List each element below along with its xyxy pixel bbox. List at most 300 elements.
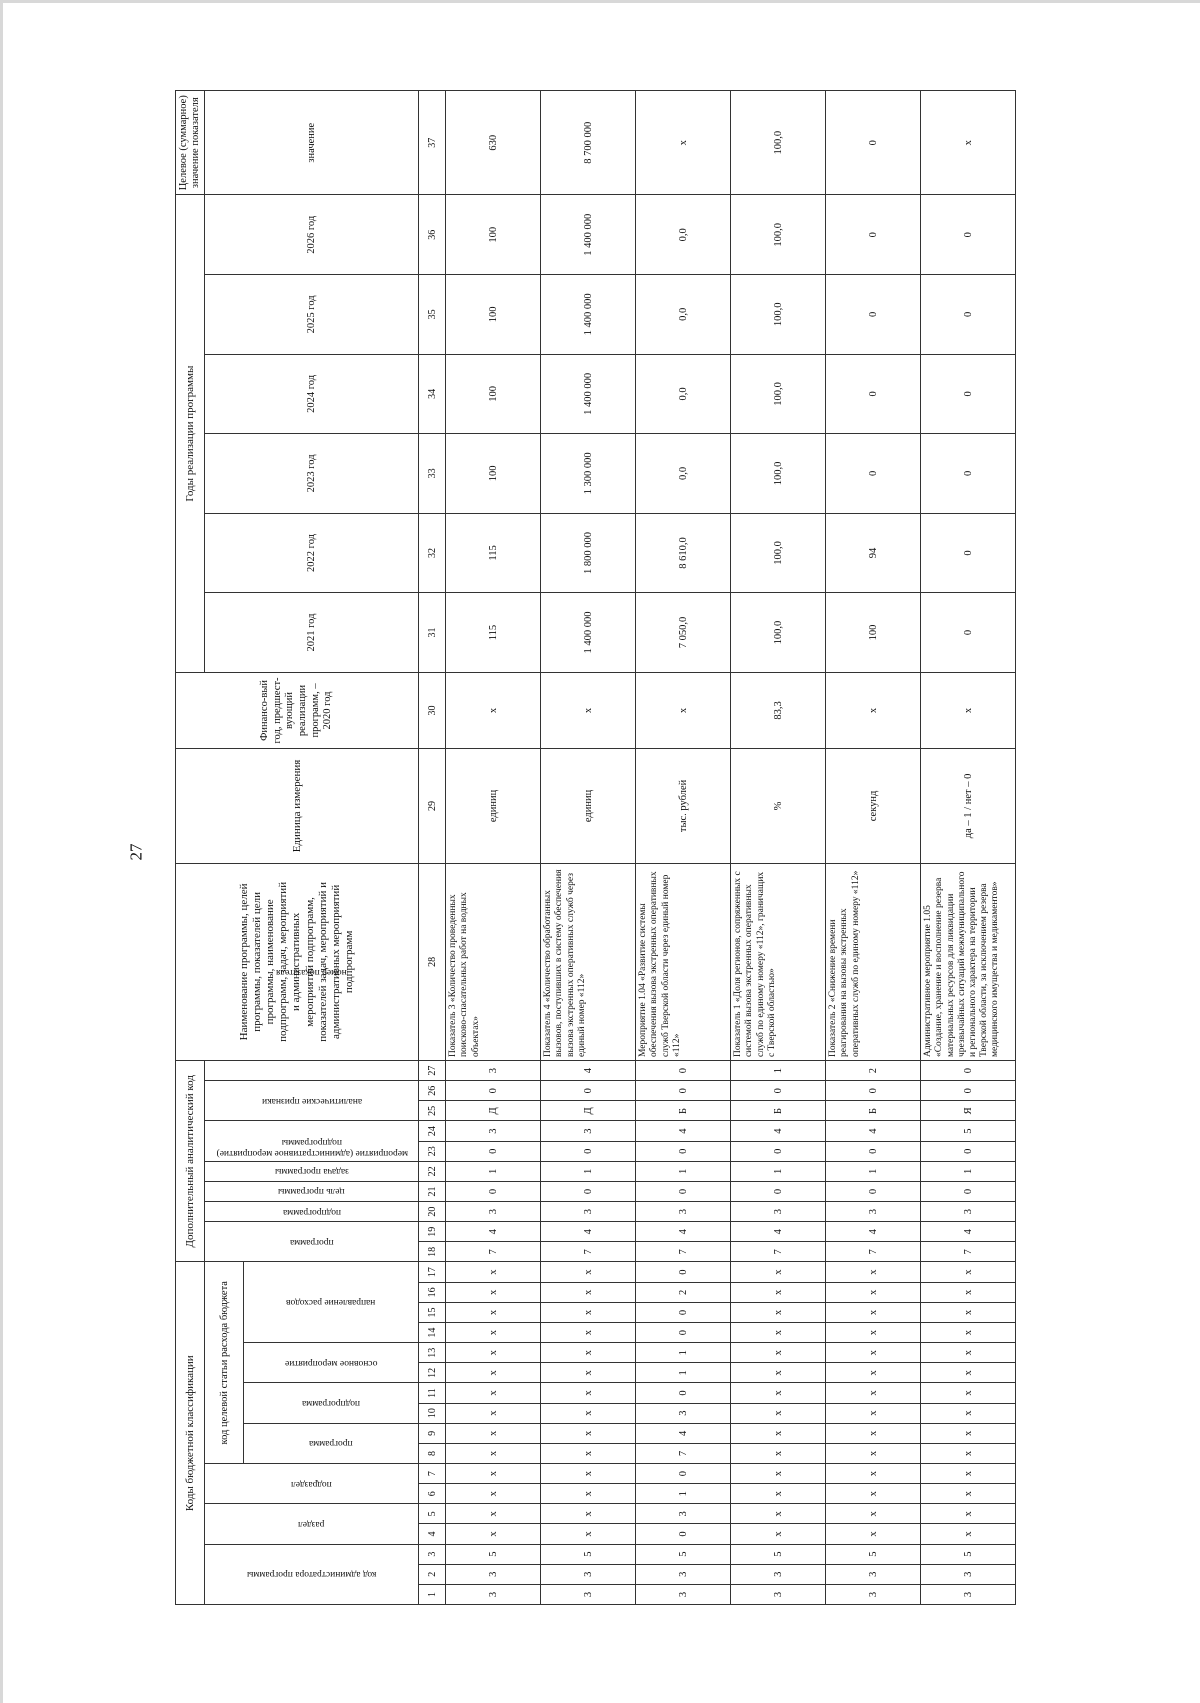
a-program-header [205,1222,419,1262]
code-cell: x [731,1504,826,1524]
table-row [826,91,921,1605]
a-subprogram-header [205,1202,419,1222]
code-cell: x [826,1302,921,1322]
code-cell: 0 [636,1081,731,1101]
code-cell: x [541,1282,636,1302]
code-cell: x [541,1464,636,1484]
year-value-cell: 100 [446,434,541,514]
code-cell: 4 [826,1121,921,1141]
name-header: Наименование программы, целей программы, показателей цели программы, наименование подпрограмм, задач, мероприятий и административных мероприятий подпрограмм, показателей задач, мероприятий и административных мероприятий подпрограмм [176,863,419,1060]
code-cell: x [541,1403,636,1423]
year-value-cell: 0,0 [636,354,731,434]
code-cell: x [826,1323,921,1343]
column-index-cell: 24 [419,1121,446,1141]
year-value-cell: 0,0 [636,275,731,355]
prev-year-header: Финансо-вый год, предшест-вующий реализации программ, – 2020 год [176,672,419,748]
code-cell: 7 [541,1242,636,1262]
column-index-cell: 16 [419,1282,446,1302]
year-value-cell: 100,0 [731,354,826,434]
year-value-cell: 100 [446,275,541,355]
code-cell: 5 [446,1544,541,1564]
table-row [921,91,1016,1605]
code-cell: 1 [636,1343,731,1363]
code-cell: x [446,1363,541,1383]
code-cell: x [446,1282,541,1302]
year-2021-header: 2021 год [205,593,419,673]
code-cell: x [826,1423,921,1443]
code-cell: x [446,1443,541,1463]
code-cell: x [921,1403,1016,1423]
column-index-cell: 14 [419,1323,446,1343]
column-index-cell: 32 [419,513,446,593]
code-cell: 1 [636,1363,731,1383]
code-cell: 3 [636,1403,731,1423]
column-index-cell: 25 [419,1101,446,1121]
unit-cell: % [731,749,826,864]
column-index-cell: 11 [419,1383,446,1403]
code-cell: 3 [636,1584,731,1604]
subsection-header [205,1464,419,1504]
column-index-cell: 33 [419,434,446,514]
a-indicator-label: номер показателя [276,966,347,977]
code-cell: Д [541,1101,636,1121]
code-cell: x [921,1302,1016,1322]
code-cell: x [826,1464,921,1484]
code-cell: x [541,1323,636,1343]
year-2022-header: 2022 год [205,513,419,593]
year-2023-header: 2023 год [205,434,419,514]
code-cell: x [826,1504,921,1524]
code-cell: 5 [731,1544,826,1564]
year-value-cell: 0 [921,195,1016,275]
target-value-header: значение [205,91,419,195]
code-cell: 3 [541,1202,636,1222]
code-cell: 3 [446,1121,541,1141]
code-cell: 3 [826,1584,921,1604]
year-value-cell: 115 [446,593,541,673]
code-cell: 0 [826,1081,921,1101]
code-cell: 3 [921,1564,1016,1584]
code-cell: Б [731,1101,826,1121]
code-cell: 3 [731,1564,826,1584]
code-cell: Б [636,1101,731,1121]
a-sign-header [205,1081,419,1121]
code-cell: 1 [731,1161,826,1181]
target-value-cell: x [921,91,1016,195]
prev-year-cell: x [446,672,541,748]
year-value-cell: 0,0 [636,434,731,514]
code-cell: Б [826,1101,921,1121]
code-cell: 0 [731,1141,826,1161]
year-value-cell: 1 400 000 [541,195,636,275]
code-cell: x [541,1262,636,1282]
indicator-name-cell: Показатель 2 «Снижение времени реагирования на вызовы экстренных оперативных служб по единому номеру «112» [826,863,921,1060]
indicator-name-cell: Показатель 4 «Количество обработанных вызовов, поступивших в систему обеспечения вызова экстренных оперативных служб через единый номер «112» [541,863,636,1060]
code-cell: x [731,1443,826,1463]
code-cell: x [731,1484,826,1504]
code-cell: 2 [826,1061,921,1081]
year-value-cell: 0 [826,354,921,434]
code-cell: 3 [731,1584,826,1604]
code-cell: 0 [921,1081,1016,1101]
admin-code-header [205,1544,419,1604]
code-cell: 0 [636,1302,731,1322]
column-index-cell: 1 [419,1584,446,1604]
a-sign-label: аналитические признаки [261,1095,362,1106]
code-cell: 1 [636,1161,731,1181]
year-value-cell: 8 610,0 [636,513,731,593]
column-index-cell: 10 [419,1403,446,1423]
a-indicator-header [205,863,419,1080]
target-group-header: Целевое (суммарное) значение показателя [176,91,205,195]
code-cell: 0 [541,1181,636,1201]
year-value-cell: 1 400 000 [541,354,636,434]
code-cell: 1 [636,1484,731,1504]
year-value-cell: 100,0 [731,195,826,275]
target-value-cell: 630 [446,91,541,195]
code-cell: x [921,1343,1016,1363]
column-index-cell: 7 [419,1464,446,1484]
code-cell: 1 [541,1161,636,1181]
year-value-cell: 100 [446,354,541,434]
column-index-cell: 3 [419,1544,446,1564]
code-cell: 0 [446,1141,541,1161]
code-cell: x [826,1262,921,1282]
subsection-label: подраздел [291,1478,332,1489]
column-index-cell: 22 [419,1161,446,1181]
code-cell: 4 [636,1121,731,1141]
code-cell: Я [921,1101,1016,1121]
main-event-label: основное мероприятие [284,1357,378,1368]
code-cell: x [826,1383,921,1403]
prev-year-cell: x [636,672,731,748]
code-cell: 0 [541,1081,636,1101]
unit-cell: да – 1 / нет – 0 [921,749,1016,864]
code-cell: x [541,1484,636,1504]
code-cell: 3 [446,1202,541,1222]
code-cell: 5 [921,1544,1016,1564]
code-cell: x [731,1464,826,1484]
kbk-header: Коды бюджетной классификации [176,1262,205,1605]
column-index-cell: 9 [419,1423,446,1443]
subprogram-header [244,1383,419,1423]
column-index-cell: 5 [419,1504,446,1524]
code-cell: 0 [636,1141,731,1161]
code-cell: x [826,1282,921,1302]
code-cell: 3 [921,1202,1016,1222]
year-2026-header: 2026 год [205,195,419,275]
indicator-name-cell: Административное мероприятие 1.05 «Создание, хранение и восполнение резерва материальных ресурсов для ликвидации чрезвычайных ситуаций межмуниципального и регионального характера на территории Тверской области, за исключением резерва медицинского имущества и медикаментов» [921,863,1016,1060]
code-cell: x [541,1423,636,1443]
code-cell: x [826,1484,921,1504]
code-cell: 5 [541,1544,636,1564]
code-cell: x [446,1423,541,1443]
section-header [205,1504,419,1544]
code-cell: x [541,1443,636,1463]
code-cell: x [731,1343,826,1363]
code-cell: x [541,1524,636,1544]
subprogram-label: подпрограмма [302,1398,361,1409]
code-cell: x [921,1464,1016,1484]
code-cell: 0 [921,1061,1016,1081]
code-cell: x [921,1282,1016,1302]
year-2025-header: 2025 год [205,275,419,355]
code-cell: x [921,1504,1016,1524]
code-cell: x [541,1302,636,1322]
code-cell: 0 [636,1181,731,1201]
code-cell: x [826,1363,921,1383]
code-cell: 0 [446,1181,541,1201]
code-cell: x [826,1443,921,1463]
code-cell: x [921,1423,1016,1443]
target-value-cell: x [636,91,731,195]
code-cell: x [731,1403,826,1423]
code-cell: 7 [731,1242,826,1262]
code-cell: 7 [826,1242,921,1262]
code-cell: x [446,1343,541,1363]
code-cell: 3 [446,1584,541,1604]
code-cell: 3 [541,1121,636,1141]
code-cell: 0 [636,1323,731,1343]
section-label: раздел [298,1518,325,1529]
code-cell: x [731,1302,826,1322]
code-cell: Д [446,1101,541,1121]
main-event-header [244,1343,419,1383]
year-value-cell: 0,0 [636,195,731,275]
code-cell: 1 [826,1161,921,1181]
column-index-cell: 13 [419,1343,446,1363]
code-cell: x [446,1302,541,1322]
code-cell: 0 [541,1141,636,1161]
year-value-cell: 115 [446,513,541,593]
code-cell: 2 [636,1282,731,1302]
code-cell: 3 [541,1564,636,1584]
code-cell: 7 [921,1242,1016,1262]
admin-code-label: код администратора программы [246,1569,377,1580]
column-index-cell: 18 [419,1242,446,1262]
code-cell: x [446,1484,541,1504]
code-cell: x [731,1383,826,1403]
prev-year-cell: x [921,672,1016,748]
code-cell: x [446,1524,541,1544]
column-index-cell: 2 [419,1564,446,1584]
code-cell: 4 [541,1222,636,1242]
a-goal-header [205,1181,419,1201]
code-cell: x [541,1343,636,1363]
unit-cell: единиц [541,749,636,864]
code-cell: x [446,1403,541,1423]
a-goal-label: цель программы [278,1186,345,1197]
code-cell: x [446,1464,541,1484]
year-value-cell: 0 [826,195,921,275]
program-header [244,1423,419,1463]
table-row [636,91,731,1605]
table-row [446,91,541,1605]
year-value-cell: 0 [921,354,1016,434]
code-cell: x [541,1504,636,1524]
code-cell: 0 [636,1524,731,1544]
code-cell: x [446,1323,541,1343]
indicator-name-cell: Показатель 1 «Доля регионов, сопряженных с системой вызова экстренных оперативных служб по единому номеру «112», граничащих с Тверской областью» [731,863,826,1060]
code-cell: 1 [921,1161,1016,1181]
code-cell: 4 [731,1121,826,1141]
code-cell: x [446,1383,541,1403]
code-cell: 0 [636,1262,731,1282]
year-value-cell: 7 050,0 [636,593,731,673]
target-value-cell: 0 [826,91,921,195]
target-value-cell: 8 700 000 [541,91,636,195]
column-index-cell: 27 [419,1061,446,1081]
year-value-cell: 1 800 000 [541,513,636,593]
code-cell: x [731,1524,826,1544]
code-cell: 4 [446,1222,541,1242]
code-cell: 4 [826,1222,921,1242]
column-index-cell: 23 [419,1141,446,1161]
code-cell: 0 [921,1181,1016,1201]
column-index-cell: 37 [419,91,446,195]
column-index-cell: 20 [419,1202,446,1222]
year-value-cell: 1 400 000 [541,593,636,673]
program-indicators-table [175,90,1016,1605]
year-value-cell: 100,0 [731,593,826,673]
year-value-cell: 0 [826,434,921,514]
year-value-cell: 0 [921,513,1016,593]
code-cell: x [826,1343,921,1363]
years-group-header: Годы реализации программы [176,195,205,672]
column-index-cell: 21 [419,1181,446,1201]
year-value-cell: 0 [921,593,1016,673]
column-index-cell: 29 [419,749,446,864]
a-task-header [205,1161,419,1181]
unit-cell: секунд [826,749,921,864]
year-value-cell: 0 [921,434,1016,514]
code-cell: x [921,1443,1016,1463]
code-cell: x [446,1504,541,1524]
code-cell: 3 [636,1504,731,1524]
code-cell: 0 [636,1061,731,1081]
code-cell: x [921,1363,1016,1383]
prev-year-cell: x [541,672,636,748]
a-event-label: мероприятие (административное мероприятие) подпрограммы [215,1137,408,1159]
code-cell: 0 [921,1141,1016,1161]
code-cell: 7 [446,1242,541,1262]
code-cell: 7 [636,1443,731,1463]
a-subprogram-label: подпрограмма [282,1206,341,1217]
code-cell: 0 [636,1383,731,1403]
year-value-cell: 100,0 [731,513,826,593]
code-cell: 3 [541,1584,636,1604]
column-index-cell: 6 [419,1484,446,1504]
year-value-cell: 100,0 [731,434,826,514]
code-cell: 4 [541,1061,636,1081]
a-program-label: программа [289,1236,334,1247]
code-cell: 0 [636,1464,731,1484]
extra-code-header: Дополнительный аналитический код [176,1061,205,1262]
code-cell: 4 [731,1222,826,1242]
target-value-cell: 100,0 [731,91,826,195]
code-cell: x [921,1484,1016,1504]
code-cell: x [731,1323,826,1343]
code-cell: x [921,1323,1016,1343]
page-number: 27 [126,843,146,861]
code-cell: x [731,1262,826,1282]
code-cell: 7 [636,1242,731,1262]
column-index-cell: 36 [419,195,446,275]
code-cell: 0 [731,1081,826,1101]
expense-dir-header [244,1262,419,1343]
unit-cell: тыс. рублей [636,749,731,864]
code-cell: 5 [636,1544,731,1564]
unit-header: Единица измерения [176,749,419,864]
column-index-cell: 35 [419,275,446,355]
a-event-header [205,1121,419,1161]
column-index-cell: 28 [419,863,446,1060]
code-cell: x [826,1403,921,1423]
code-cell: 3 [921,1584,1016,1604]
year-value-cell: 1 400 000 [541,275,636,355]
prev-year-cell: x [826,672,921,748]
column-index-cell: 19 [419,1222,446,1242]
indicator-name-cell: Мероприятие 1.04 «Развитие системы обеспечения вызова экстренных оперативных служб Тверской области через единый номер «112» [636,863,731,1060]
code-cell: 0 [731,1181,826,1201]
year-value-cell: 100 [826,593,921,673]
code-cell: 5 [826,1544,921,1564]
year-value-cell: 100,0 [731,275,826,355]
column-index-cell: 30 [419,672,446,748]
year-value-cell: 1 300 000 [541,434,636,514]
code-cell: x [921,1383,1016,1403]
year-2024-header: 2024 год [205,354,419,434]
code-cell: 3 [826,1202,921,1222]
indicator-name-cell: Показатель 3 «Количество проведенных поисково-спасательных работ на водных объектах» [446,863,541,1060]
table-row [541,91,636,1605]
unit-cell: единиц [446,749,541,864]
table-row [731,91,826,1605]
column-index-cell: 4 [419,1524,446,1544]
code-cell: 3 [636,1564,731,1584]
code-cell: x [921,1262,1016,1282]
year-value-cell: 94 [826,513,921,593]
year-value-cell: 0 [921,275,1016,355]
column-index-row [419,91,446,1605]
column-index-cell: 34 [419,354,446,434]
code-cell: x [446,1262,541,1282]
column-index-cell: 15 [419,1302,446,1322]
code-cell: x [731,1282,826,1302]
column-index-cell: 12 [419,1363,446,1383]
code-cell: 3 [731,1202,826,1222]
code-cell: 0 [826,1141,921,1161]
expense-dir-label: направление расходов [286,1297,376,1308]
code-cell: x [731,1363,826,1383]
code-cell: 3 [636,1202,731,1222]
code-cell: x [541,1383,636,1403]
code-cell: 4 [636,1222,731,1242]
code-cell: x [826,1524,921,1544]
year-value-cell: 0 [826,275,921,355]
scan-top-edge [0,0,1200,3]
code-cell: 1 [731,1061,826,1081]
code-cell: 3 [446,1564,541,1584]
column-index-cell: 31 [419,593,446,673]
code-cell: 4 [921,1222,1016,1242]
column-index-cell: 26 [419,1081,446,1101]
code-cell: 3 [826,1564,921,1584]
code-cell: 0 [826,1181,921,1201]
code-cell: x [731,1423,826,1443]
code-cell: 4 [636,1423,731,1443]
code-cell: 5 [921,1121,1016,1141]
